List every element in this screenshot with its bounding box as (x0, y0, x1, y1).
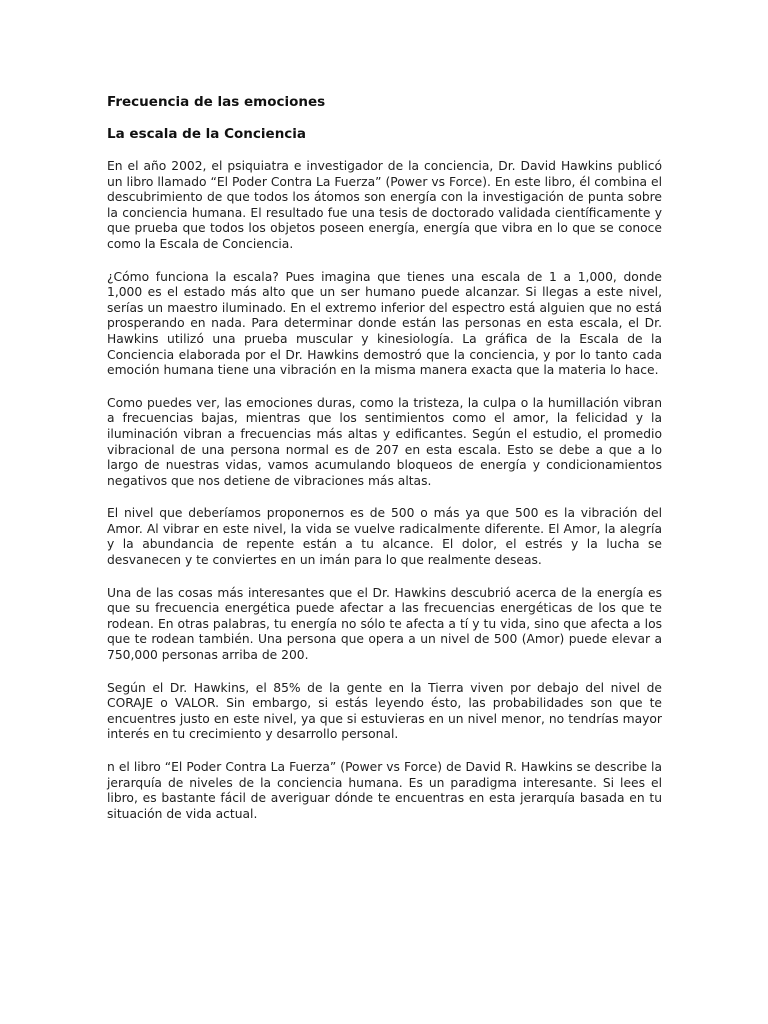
paragraph-2: ¿Cómo funciona la escala? Pues imagina que tienes una escala de 1 a 1,000, donde 1,000 es el estado más alto que un ser humano puede alcanzar. Si llegas a este nivel, serías un maestro iluminado. En el extremo inferior del espectro está alguien que no está prosperando en nada. Para determinar donde están las personas en esta escala, el Dr. Hawkins utilizó una prueba muscular y kinesiología. La gráfica de la Escala de la Conciencia elaborada por el Dr. Hawkins demostró que la conciencia, y por lo tanto cada emoción humana tiene una vibración en la misma manera exacta que la materia lo hace. (107, 269, 662, 378)
paragraph-5: Una de las cosas más interesantes que el Dr. Hawkins descubrió acerca de la energía es que su frecuencia energética puede afectar a las frecuencias energéticas de los que te rodean. En otras palabras, tu energía no sólo te afecta a tí y tu vida, sino que afecta a los que te rodean también. Una persona que opera a un nivel de 500 (Amor) puede elevar a 750,000 personas arriba de 200. (107, 585, 662, 663)
paragraph-4: El nivel que deberíamos proponernos es de 500 o más ya que 500 es la vibración del Amor. Al vibrar en este nivel, la vida se vuelve radicalmente diferente. El Amor, la alegría y la abundancia de repente están a tu alcance. El dolor, el estrés y la lucha se desvanecen y te conviertes en un imán para lo que realmente deseas. (107, 506, 662, 568)
paragraph-7: n el libro “El Poder Contra La Fuerza” (Power vs Force) de David R. Hawkins se describe la jerarquía de niveles de la conciencia humana. Es un paradigma interesante. Si lees el libro, es bastante fácil de averiguar dónde te encuentras en esta jerarquía basada en tu situación de vida actual. (107, 760, 662, 821)
paragraph-3: Como puedes ver, las emociones duras, como la tristeza, la culpa o la humillación vibran a frecuencias bajas, mientras que los sentimientos como el amor, la felicidad y la iluminación vibran a frecuencias más altas y edificantes. Según el estudio, el promedio vibracional de una persona normal es de 207 en esta escala. Esto se debe a que a lo largo de nuestras vidas, vamos acumulando bloqueos de energía y condicionamientos negativos que nos detiene de vibraciones más altas. (107, 395, 662, 488)
document-subtitle: La escala de la Conciencia (107, 126, 307, 142)
paragraph-1: En el año 2002, el psiquiatra e investigador de la conciencia, Dr. David Hawkins publicó un libro llamado “El Poder Contra La Fuerza” (Power vs Force). En este libro, él combina el descubrimiento de que todos los átomos son energía con la investigación de punta sobre la conciencia humana. El resultado fue una tesis de doctorado validada científicamente y que prueba que todos los objetos poseen energía, energía que vibra en lo que se conoce como la Escala de Conciencia. (107, 159, 662, 251)
document-page (107, 93, 662, 822)
document-title: Frecuencia de las emociones (107, 94, 326, 110)
paragraph-6: Según el Dr. Hawkins, el 85% de la gente en la Tierra viven por debajo del nivel de CORAJE o VALOR. Sin embargo, si estás leyendo ésto, las probabilidades son que te encuentres justo en este nivel, ya que si estuvieras en un nivel menor, no tendrías mayor interés en tu crecimiento y desarrollo personal. (107, 680, 662, 742)
